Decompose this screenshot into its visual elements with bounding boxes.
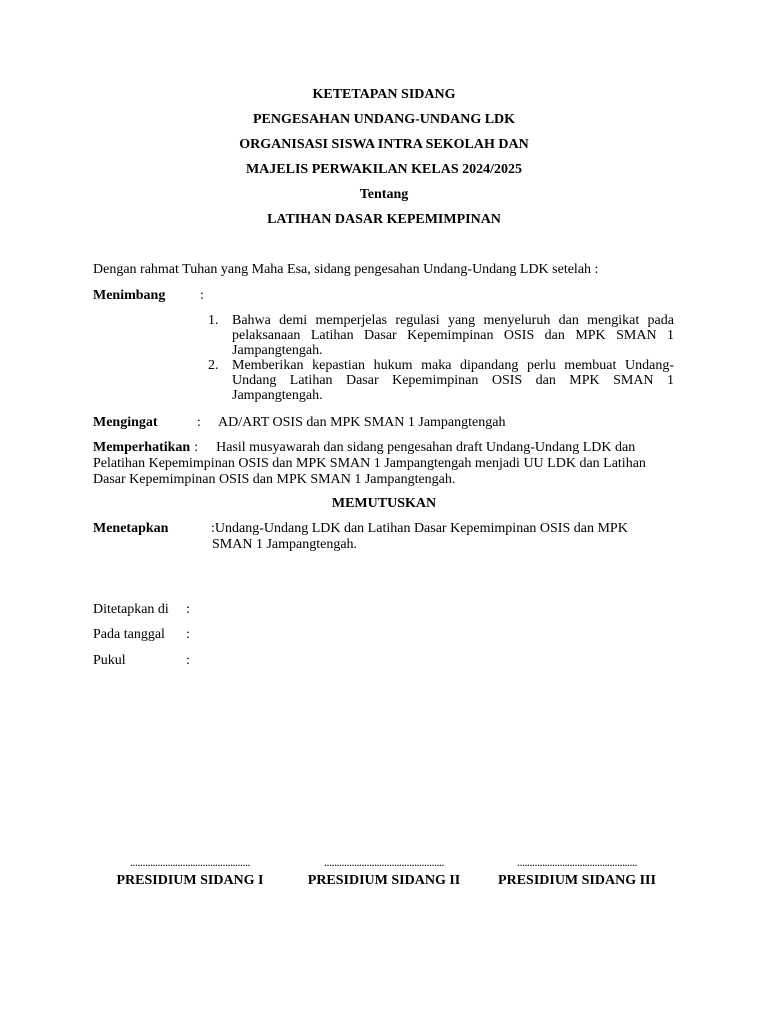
title-line: LATIHAN DASAR KEPEMIMPINAN [267, 212, 501, 227]
field-label: Pukul [93, 653, 126, 668]
title-line: KETETAPAN SIDANG [312, 87, 456, 102]
list-item [208, 358, 674, 403]
opening-paragraph: Dengan rahmat Tuhan yang Maha Esa, sidang pengesahan Undang-Undang LDK setelah : [93, 262, 599, 277]
menetapkan-label: Menetapkan [93, 521, 169, 536]
field-colon: : [186, 602, 190, 617]
pukul-field [93, 653, 675, 669]
title-line: Tentang [359, 187, 409, 202]
menimbang-row [93, 288, 675, 304]
list-number: 1. [208, 313, 219, 328]
menimbang-colon: : [200, 288, 204, 303]
list-text: Bahwa demi memperjelas regulasi yang menyeluruh dan mengikat pada pelaksanaan Latihan Dasar Kepemimpinan OSIS dan MPK SMAN 1 Jampangtengah. [232, 313, 674, 358]
list-item [208, 313, 674, 358]
tanggal-field [93, 627, 675, 643]
signature-block [95, 856, 285, 890]
signature-line: ................................................ [517, 855, 637, 869]
menetapkan-line: :Undang-Undang LDK dan Latihan Dasar Kepemimpinan OSIS dan MPK [211, 521, 628, 536]
menimbang-list [208, 313, 674, 403]
signature-block [482, 856, 672, 890]
signature-name: PRESIDIUM SIDANG III [498, 873, 656, 888]
signature-line: ................................................ [130, 855, 250, 869]
mengingat-row [93, 415, 675, 431]
title-line: ORGANISASI SISWA INTRA SEKOLAH DAN [239, 137, 529, 152]
document-title [0, 86, 768, 236]
signature-name: PRESIDIUM SIDANG II [307, 873, 461, 888]
memperhatikan-label: Memperhatikan [93, 440, 191, 455]
list-text: Memberikan kepastian hukum maka dipandang perlu membuat Undang-Undang Latihan Dasar Kepemimpinan OSIS dan MPK SMAN 1 Jampangtengah. [232, 358, 674, 403]
field-label: Ditetapkan di [93, 602, 169, 617]
mengingat-label: Mengingat [93, 415, 158, 430]
field-colon: : [186, 627, 190, 642]
memperhatikan-colon: : [194, 440, 199, 455]
menimbang-label: Menimbang [93, 288, 166, 303]
mengingat-text: AD/ART OSIS dan MPK SMAN 1 Jampangtengah [218, 415, 506, 430]
title-line: PENGESAHAN UNDANG-UNDANG LDK [252, 112, 516, 127]
memperhatikan-text: Hasil musyawarah dan sidang pengesahan draft Undang-Undang LDK dan Pelatihan Kepemimpinan OSIS dan MPK SMAN 1 Jampangtengah menjadi UU LDK dan Latihan Dasar Kepemimpinan OSIS dan MPK SMAN 1 Jampangtengah. [93, 440, 646, 487]
memperhatikan-row [93, 440, 675, 488]
title-line: MAJELIS PERWAKILAN KELAS 2024/2025 [245, 162, 523, 177]
list-number: 2. [208, 358, 219, 373]
mengingat-colon: : [197, 415, 201, 430]
ditetapkan-field [93, 602, 675, 618]
menetapkan-text [211, 521, 651, 553]
menetapkan-line: SMAN 1 Jampangtengah. [212, 537, 358, 552]
field-colon: : [186, 653, 190, 668]
signature-line: ................................................ [324, 855, 444, 869]
field-label: Pada tanggal [93, 627, 165, 642]
signature-block [289, 856, 479, 890]
memutuskan-heading: MEMUTUSKAN [331, 496, 437, 511]
signature-name: PRESIDIUM SIDANG I [116, 873, 264, 888]
menetapkan-row [93, 521, 675, 553]
